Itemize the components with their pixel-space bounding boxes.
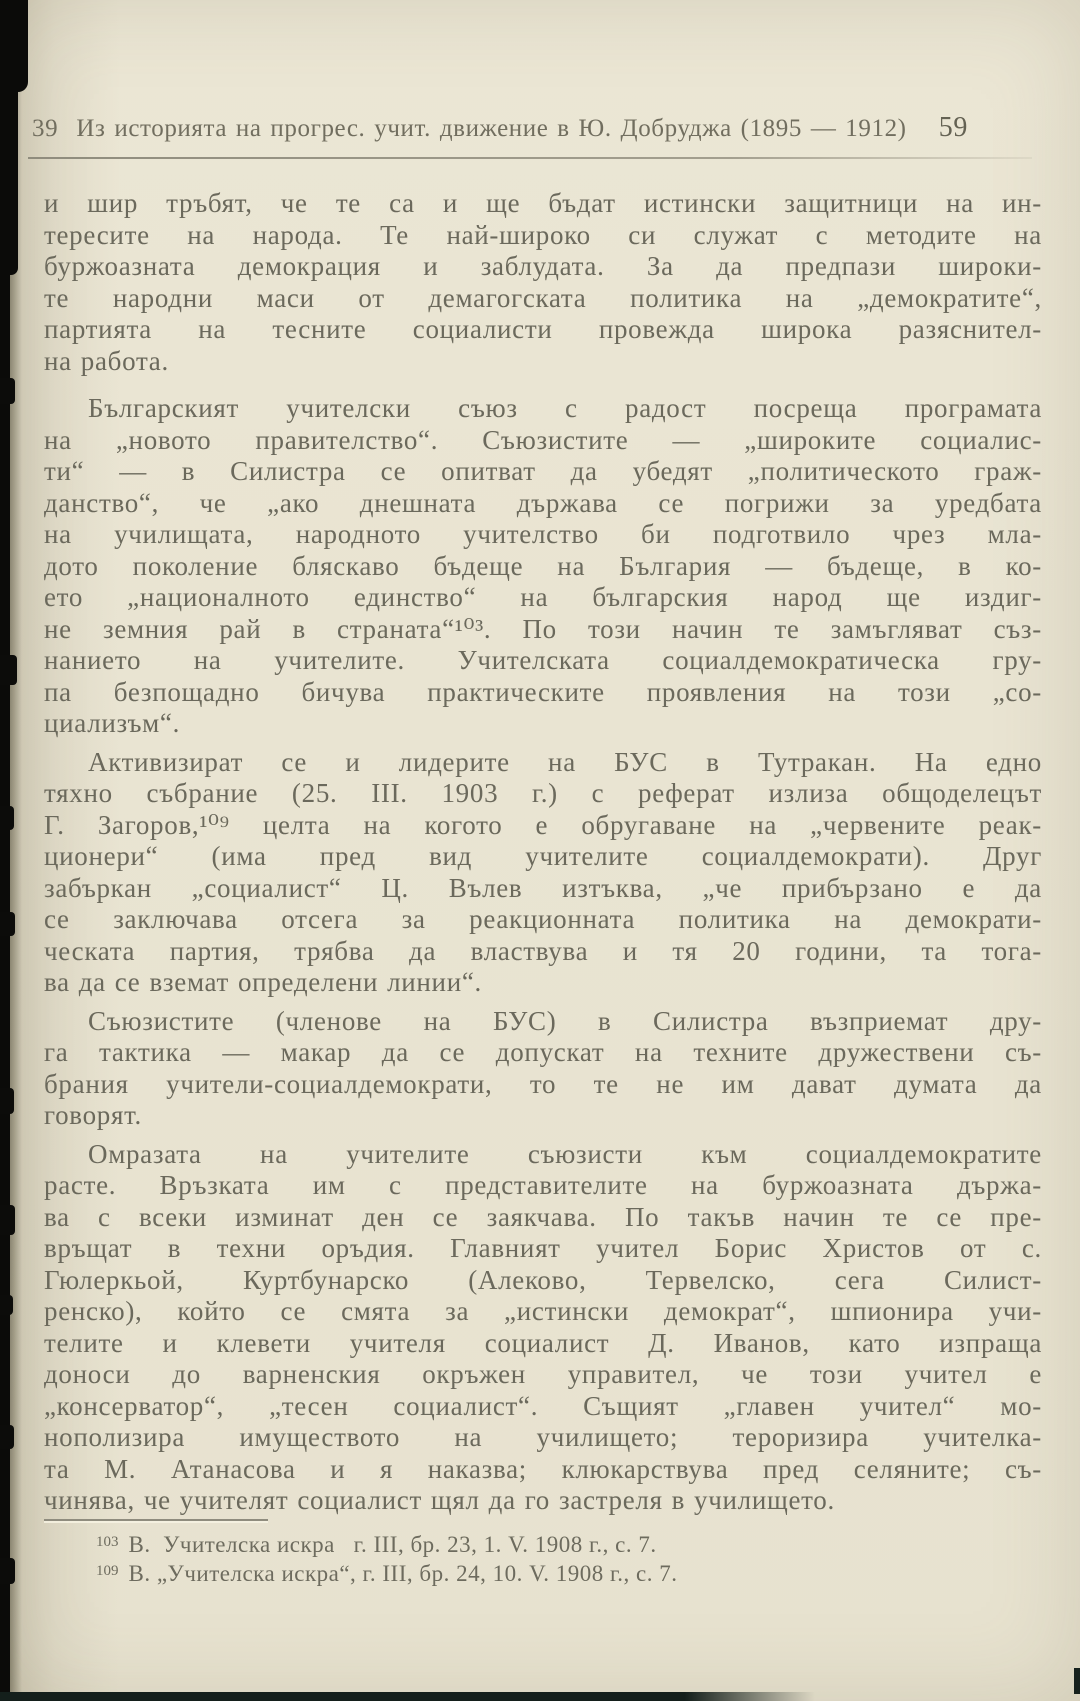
text-line: дото поколение бляскаво бъдеще на България — бъдеще, в ко- [44, 550, 1042, 581]
header-left-number: 39 [32, 115, 59, 142]
running-head [30, 112, 968, 144]
text-line: забъркан „социалист“ Ц. Вълев изтъква, „че прибързано е да [44, 872, 1042, 903]
text-line: та М. Атанасова и я наказва; клюкарствува пред селяните; съ- [44, 1453, 1042, 1484]
text-line: ческата партия, трябва да властвува и тя 20 години, та тога- [44, 935, 1042, 966]
text-line: Г. Загоров,¹⁰⁹ целта на когото е обругаване на „червените реак- [44, 809, 1042, 840]
text-line: нанието на учителите. Учителската социалдемократическа гру- [44, 645, 1042, 675]
footnote-text: В. „Учителска искра“, г. III, бр. 24, 10. V. 1908 г., с. 7. [128, 1561, 678, 1586]
footnote-rule [44, 1519, 268, 1521]
scan-artifact-upper [0, 60, 18, 275]
text-line: доноси до варненския окръжен управител, че този учител е [44, 1359, 1042, 1389]
text-line: на училищата, народното учителство би подготвило чрез мла- [44, 519, 1042, 549]
text-line: тяхно събрание (25. III. 1903 г.) с реферат излиза общоделецът [44, 778, 1042, 808]
header-rule [28, 157, 1032, 159]
text-line: Активизират се и лидерите на БУС в Тутракан. На едно [88, 746, 1042, 777]
text-line: и шир тръбят, че те са и ще бъдат истински защитници на ин- [44, 188, 1042, 218]
text-line: Съюзистите (членове на БУС) в Силистра възприемат дру- [88, 1005, 1042, 1036]
scan-artifact-right [1074, 1668, 1080, 1694]
text-line: тересите на народа. Те най-широко си служат с методите на [44, 219, 1042, 250]
page-number: 59 [938, 112, 968, 143]
text-line: буржоазната демокрация и заблудата. За да предпази широки- [44, 251, 1042, 281]
text-line: на работа. [44, 345, 169, 376]
text-line: ционери“ (има пред вид учителите социалдемократи). Друг [44, 841, 1042, 871]
text-line: га тактика — макар да се допускат на техните дружествени съ- [44, 1037, 1042, 1067]
text-line: данство“, че „ако днешната държава се погрижи за уредбата [44, 487, 1042, 518]
scan-artifact-nub [0, 806, 14, 830]
footnote-item [96, 1528, 996, 1557]
text-line: „консерватор“, „тесен социалист“. Същият „главен учител“ мо- [44, 1390, 1042, 1421]
text-line: Омразата на учителите съюзисти към социалдемократите [88, 1138, 1042, 1169]
text-line: не земния рай в страната“¹⁰³. По този начин те замъгляват съз- [44, 613, 1042, 644]
text-line: те народни маси от демагогската политика на „демократите“, [44, 282, 1042, 313]
scan-artifact-nub [0, 378, 15, 404]
paragraph [44, 188, 1042, 377]
text-line: брания учители-социалдемократи, то те не им дават думата да [44, 1068, 1042, 1099]
text-line: ва с всеки изминат ден се заякчава. По такъв начин те се пре- [44, 1201, 1042, 1232]
text-line: Българският учителски съюз с радост посреща програмата [88, 393, 1042, 423]
article-body [44, 188, 1042, 1524]
text-line: ето „националното единство“ на българския народ ще издиг- [44, 582, 1042, 612]
paragraph [44, 747, 1042, 999]
text-line: на „новото правителство“. Съюзистите — „широките социалис- [44, 424, 1042, 455]
scan-artifact-nub [0, 912, 15, 936]
footnote-marker: 109 [96, 1563, 119, 1579]
scan-strip-bottom [0, 1692, 815, 1701]
text-line: нополизира имуществото на училището; тероризира учителка- [44, 1422, 1042, 1452]
text-line: телите и клевети учителя социалист Д. Иванов, като изпраща [44, 1327, 1042, 1358]
text-line: па безпощадно бичува практическите проявления на този „со- [44, 676, 1042, 707]
text-line: расте. Връзката им с представителите на буржоазната държа- [44, 1170, 1042, 1200]
text-line: връщат в техни оръдия. Главният учител Борис Христов от с. [44, 1233, 1042, 1263]
paragraph [44, 1006, 1042, 1132]
paragraph [44, 1139, 1042, 1517]
text-line: чинява, че учителят социалист щял да го застреля в училището. [44, 1485, 835, 1515]
text-line: ренско), който се смята за „истински демократ“, шпионира учи- [44, 1296, 1042, 1326]
scan-artifact-nub [0, 1558, 15, 1584]
scan-artifact-nub [0, 1205, 15, 1235]
scan-artifact-nub [0, 655, 17, 685]
scan-artifact-nub [0, 1088, 14, 1114]
paragraph [44, 393, 1042, 740]
footnote-text: В. Учителска искра г. III, бр. 23, 1. V. 1908 г., с. 7. [128, 1532, 657, 1557]
text-line: Гюлеркьой, Куртбунарско (Алеково, Тервелско, сега Силист- [44, 1264, 1042, 1295]
text-line: ва да се вземат определени линии“. [44, 967, 482, 997]
footnotes [96, 1528, 996, 1586]
text-line: се заключава отсега за реакционната политика на демократи- [44, 904, 1042, 934]
text-line: партията на тесните социалисти провежда широка разяснител- [44, 314, 1042, 344]
scan-artifact-nub [0, 1425, 14, 1449]
scan-artifact-nub [0, 1295, 13, 1315]
text-line: говорят. [44, 1100, 143, 1130]
header-title: Из историята на прогрес. учит. движение в Ю. Добруджа (1895 — 1912) [76, 115, 907, 142]
text-line: циализъм“. [44, 708, 181, 738]
footnote-item [96, 1557, 996, 1586]
text-line: ти“ — в Силистра се опитват да убедят „политическото граж- [44, 456, 1042, 486]
footnote-marker: 103 [96, 1534, 119, 1550]
